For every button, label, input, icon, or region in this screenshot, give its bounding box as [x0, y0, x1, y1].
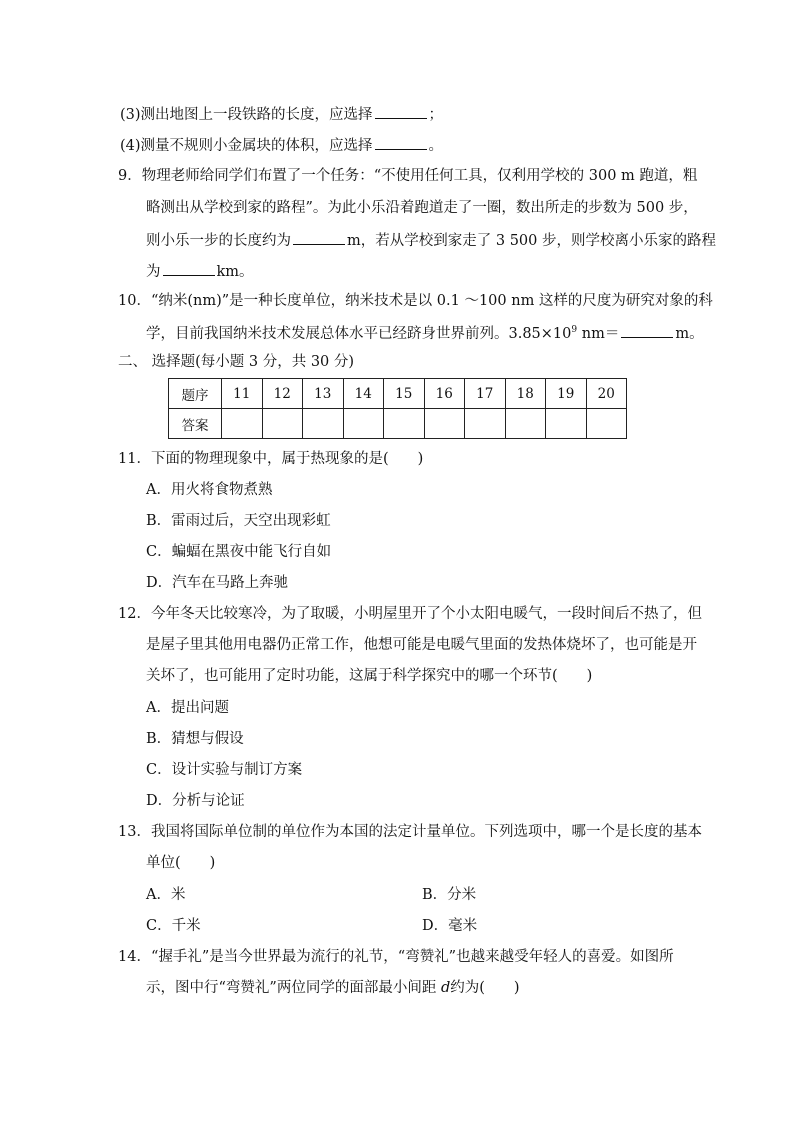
q13-option-c[interactable]: C．千米 [146, 918, 201, 934]
q10-line2-mid: nm＝ [577, 326, 620, 342]
q10-exponent: 9 [571, 325, 578, 336]
q8-part3-text: (3)测出地图上一段铁路的长度，应选择 [120, 107, 373, 123]
answer-cell[interactable] [586, 409, 627, 439]
q10-line2-text: 学，目前我国纳米技术发展总体水平已经跻身世界前列。3.85×10 [146, 326, 572, 342]
answer-cell[interactable] [303, 409, 344, 439]
q12-line3: 关坏了，也可能用了定时功能，这属于科学探究中的哪一个环节( ) [146, 668, 593, 684]
q12-option-c[interactable]: C．设计实验与制订方案 [146, 762, 303, 778]
q12-option-b[interactable]: B．猜想与假设 [146, 731, 244, 747]
q13-option-a[interactable]: A．米 [146, 887, 186, 903]
answer-table-number: 17 [465, 379, 506, 409]
answer-cell[interactable] [222, 409, 263, 439]
q9-line4-end: km。 [216, 264, 254, 280]
answer-table-number: 14 [343, 379, 384, 409]
answer-table-number: 13 [303, 379, 344, 409]
q12-option-d[interactable]: D．分析与论证 [146, 793, 245, 809]
answer-table-number: 11 [222, 379, 263, 409]
q9-line4 [146, 260, 254, 282]
answer-table-number: 19 [546, 379, 587, 409]
q9-line3-end: m，若从学校到家走了 3 500 步，则学校离小乐家的路程 [347, 233, 716, 249]
answer-table-number: 12 [262, 379, 303, 409]
q14-line2-text: 示，图中行“弯赞礼”两位同学的面部最小间距 [146, 980, 441, 996]
q8-part4-end: 。 [428, 138, 444, 154]
q11-stem: 11．下面的物理现象中，属于热现象的是( ) [118, 451, 424, 467]
q12-line2: 是屋子里其他用电器仍正常工作，他想可能是电暖气里面的发热体烧坏了，也可能是开 [146, 637, 697, 653]
q8-part4 [120, 134, 443, 156]
answer-cell[interactable] [505, 409, 546, 439]
answer-table-head-number: 题序 [169, 379, 222, 409]
answer-cell[interactable] [262, 409, 303, 439]
q10-line2-end: m。 [675, 326, 704, 342]
answer-table-head-answer: 答案 [169, 409, 222, 439]
q8-part3 [120, 103, 443, 125]
answer-cell[interactable] [384, 409, 425, 439]
answer-table-number: 18 [505, 379, 546, 409]
q13-option-b[interactable]: B．分米 [422, 887, 477, 903]
q9-line1: 9．物理老师给同学们布置了一个任务：“不使用任何工具，仅利用学校的 300 m 跑道，粗 [118, 168, 698, 184]
q12-line1: 12．今年冬天比较寒冷，为了取暖，小明屋里开了个小太阳电暖气，一段时间后不热了，但 [118, 606, 702, 622]
answer-cell[interactable] [424, 409, 465, 439]
answer-cell[interactable] [343, 409, 384, 439]
q12-option-a[interactable]: A．提出问题 [146, 700, 229, 716]
answer-table-number: 15 [384, 379, 425, 409]
q8-part4-blank[interactable] [375, 134, 427, 150]
q13-line1: 13．我国将国际单位制的单位作为本国的法定计量单位。下列选项中，哪一个是长度的基本 [118, 824, 702, 840]
answer-table-number: 16 [424, 379, 465, 409]
answer-cell[interactable] [465, 409, 506, 439]
q10-line2 [146, 322, 704, 344]
q11-option-a[interactable]: A．用火将食物煮熟 [146, 482, 273, 498]
q9-line3 [146, 229, 716, 251]
q11-option-d[interactable]: D．汽车在马路上奔驰 [146, 575, 289, 591]
q9-blank-step-length[interactable] [293, 229, 345, 245]
q14-variable-d: d [440, 980, 451, 996]
answer-cell[interactable] [546, 409, 587, 439]
q8-part3-end: ； [428, 107, 444, 123]
q9-line3-text: 则小乐一步的长度约为 [146, 233, 291, 249]
q14-line1: 14．“握手礼”是当今世界最为流行的礼节，“弯赞礼”也越来越受年轻人的喜爱。如图所 [118, 949, 674, 965]
answer-table [168, 378, 627, 439]
q13-line2: 单位( ) [146, 855, 216, 871]
q14-line2 [146, 978, 520, 998]
q10-blank[interactable] [621, 322, 673, 338]
q11-option-b[interactable]: B．雷雨过后，天空出现彩虹 [146, 513, 331, 529]
q13-option-d[interactable]: D．毫米 [422, 918, 478, 934]
answer-table-row-numbers [169, 379, 627, 409]
q8-part3-blank[interactable] [375, 103, 427, 119]
section2-title: 二、 选择题(每小题 3 分，共 30 分) [118, 354, 355, 370]
answer-table-number: 20 [586, 379, 627, 409]
q9-line2: 略测出从学校到家的路程”。为此小乐沿着跑道走了一圈，数出所走的步数为 500 步， [146, 200, 698, 216]
q9-line4-text: 为 [146, 264, 161, 280]
q9-blank-distance[interactable] [163, 260, 215, 276]
q14-line2-end: 约为( ) [450, 980, 520, 996]
answer-table-row-answers [169, 409, 627, 439]
q8-part4-text: (4)测量不规则小金属块的体积，应选择 [120, 138, 373, 154]
q11-option-c[interactable]: C．蝙蝠在黑夜中能飞行自如 [146, 544, 332, 560]
q10-line1: 10．“纳米(nm)”是一种长度单位，纳米技术是以 0.1 ～100 nm 这样的尺度为研究对象的科 [118, 293, 713, 309]
